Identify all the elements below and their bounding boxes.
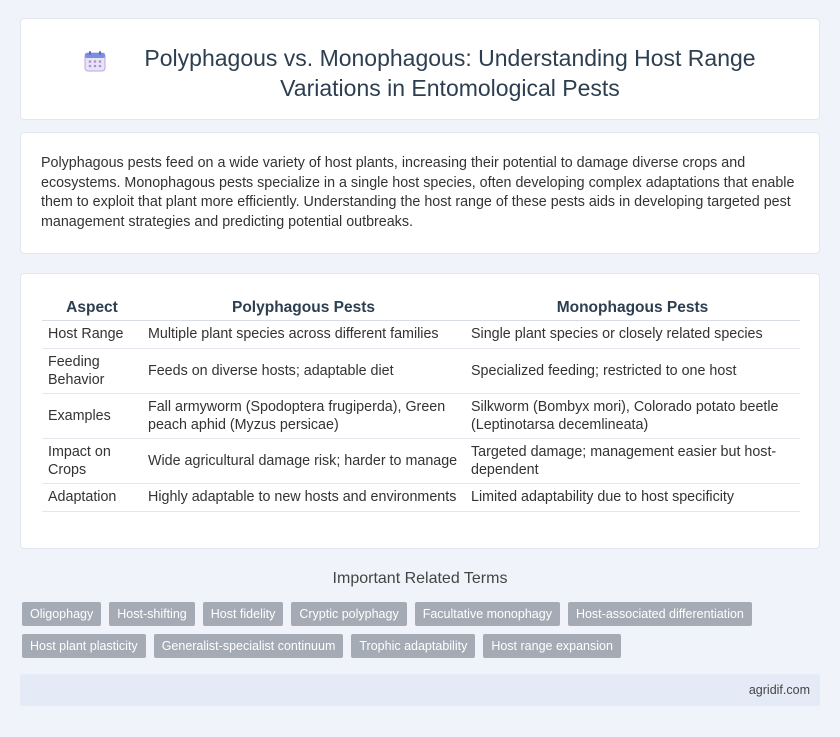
table-row: [42, 348, 800, 393]
table-cell-monophagous: Limited adaptability due to host specificity: [465, 483, 800, 511]
comparison-table: [42, 294, 800, 512]
table-row: [42, 320, 800, 348]
header-polyphagous: Polyphagous Pests: [142, 294, 465, 320]
table-cell-aspect: Adaptation: [42, 483, 142, 511]
header-aspect: Aspect: [42, 294, 142, 320]
related-terms-title: Important Related Terms: [332, 570, 508, 587]
footer: [20, 674, 820, 706]
table-cell-aspect: Impact on Crops: [42, 438, 142, 483]
page-title: Polyphagous vs. Monophagous: Understanding Host Range Variations in Entomological Pests: [144, 45, 756, 101]
table-cell-aspect: Examples: [42, 393, 142, 438]
related-term-tag[interactable]: Host-shifting: [109, 602, 194, 626]
footer-site-link[interactable]: agridif.com: [748, 683, 810, 697]
related-term-tag[interactable]: Cryptic polyphagy: [291, 602, 406, 626]
table-cell-monophagous: Specialized feeding; restricted to one host: [465, 348, 800, 393]
header-card: [20, 18, 820, 120]
table-cell-polyphagous: Wide agricultural damage risk; harder to manage: [142, 438, 465, 483]
table-cell-monophagous: Targeted damage; management easier but host-dependent: [465, 438, 800, 483]
comparison-card: [20, 273, 820, 549]
intro-card: [20, 132, 820, 254]
table-cell-polyphagous: Feeds on diverse hosts; adaptable diet: [142, 348, 465, 393]
table-row: [42, 438, 800, 483]
related-term-tag[interactable]: Host fidelity: [203, 602, 284, 626]
table-cell-aspect: Feeding Behavior: [42, 348, 142, 393]
table-cell-aspect: Host Range: [42, 320, 142, 348]
related-term-tag[interactable]: Host plant plasticity: [22, 634, 146, 658]
related-term-tag[interactable]: Facultative monophagy: [415, 602, 560, 626]
related-terms-list: [22, 602, 802, 658]
table-cell-polyphagous: Highly adaptable to new hosts and environments: [142, 483, 465, 511]
related-term-tag[interactable]: Host range expansion: [483, 634, 621, 658]
related-term-tag[interactable]: Oligophagy: [22, 602, 101, 626]
table-row: [42, 393, 800, 438]
table-cell-monophagous: Single plant species or closely related species: [465, 320, 800, 348]
related-term-tag[interactable]: Generalist-specialist continuum: [154, 634, 344, 658]
related-term-tag[interactable]: Trophic adaptability: [351, 634, 475, 658]
intro-paragraph: Polyphagous pests feed on a wide variety of host plants, increasing their potential to damage diverse crops and ecosystems. Monophagous pests specialize in a single host species, often developing complex adaptations that enable them to exploit that plant more efficiently. Understanding the host range of these pests aids in developing targeted pest management strategies and predicting potential outbreaks.: [41, 155, 795, 230]
table-row: [42, 483, 800, 511]
table-header-row: [42, 294, 800, 320]
table-cell-polyphagous: Multiple plant species across different families: [142, 320, 465, 348]
header-monophagous: Monophagous Pests: [465, 294, 800, 320]
table-cell-monophagous: Silkworm (Bombyx mori), Colorado potato beetle (Leptinotarsa decemlineata): [465, 393, 800, 438]
related-term-tag[interactable]: Host-associated differentiation: [568, 602, 752, 626]
table-cell-polyphagous: Fall armyworm (Spodoptera frugiperda), Green peach aphid (Myzus persicae): [142, 393, 465, 438]
